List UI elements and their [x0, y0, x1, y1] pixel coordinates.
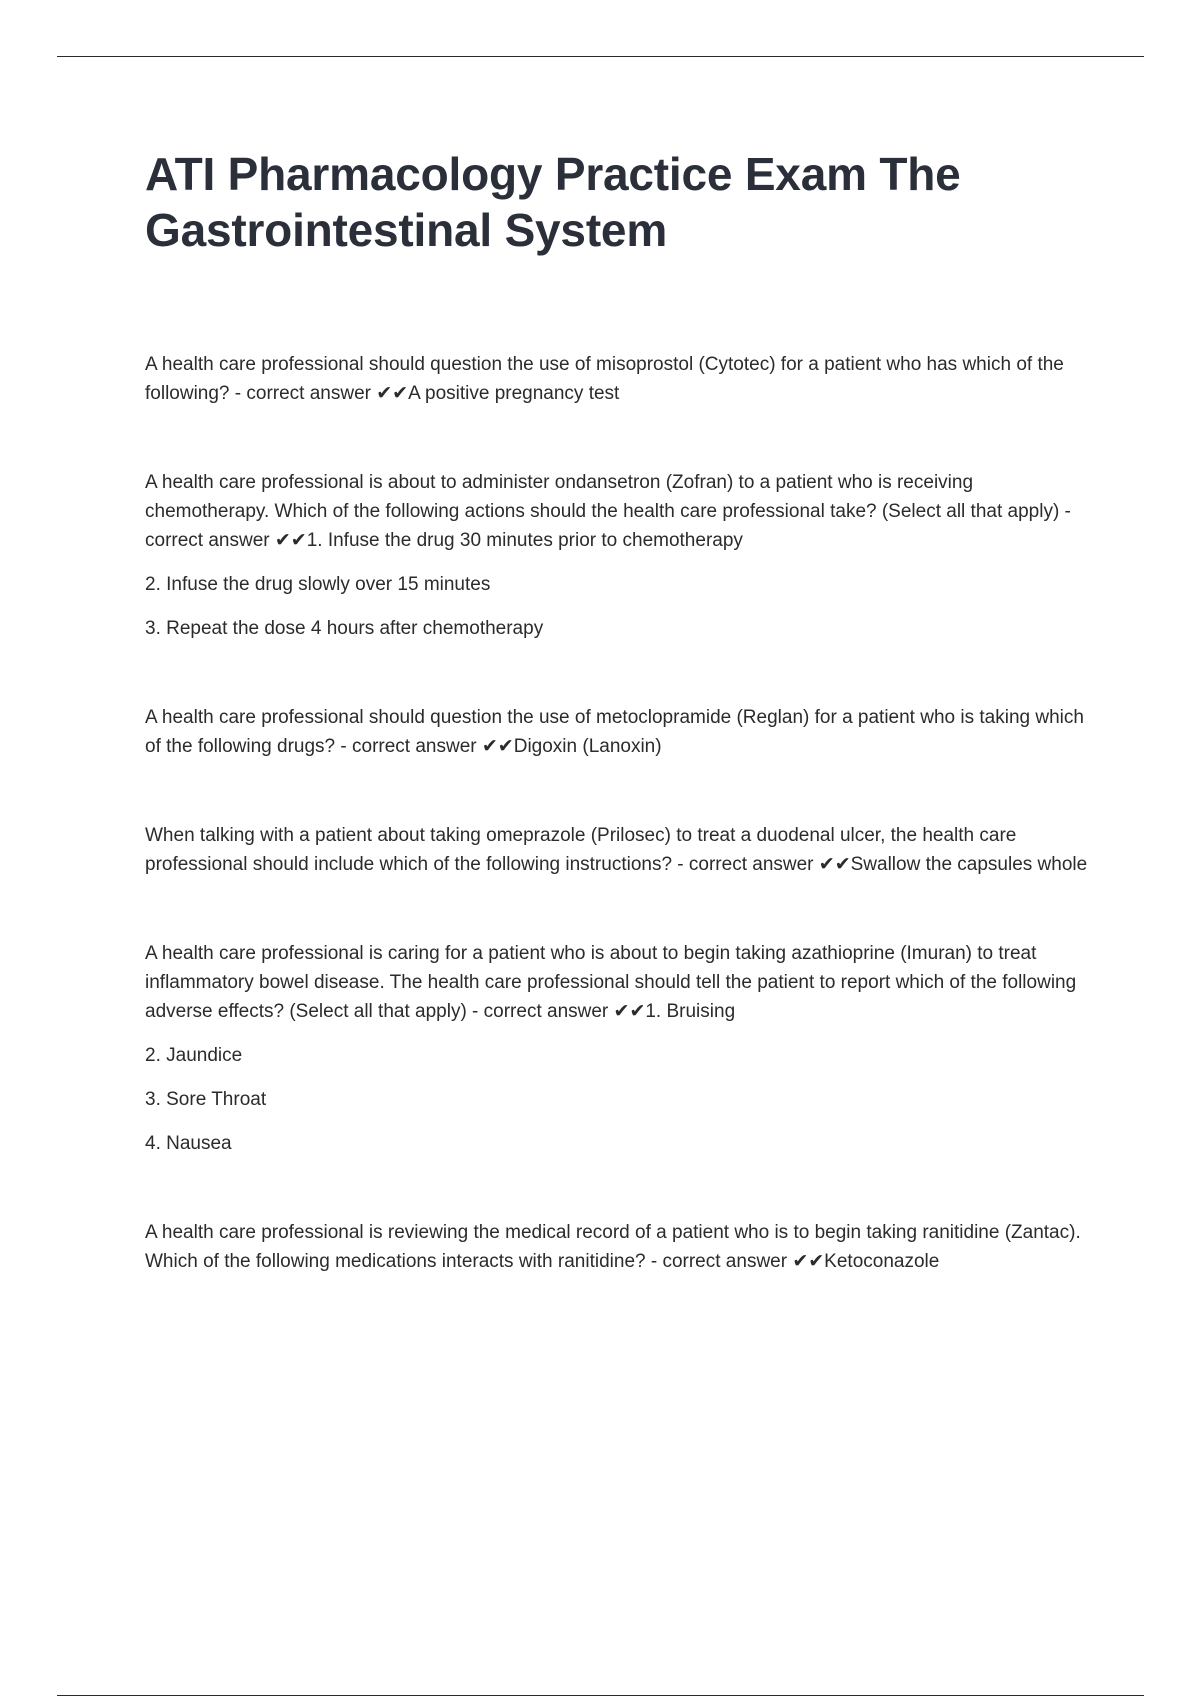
answer-item: 3. Sore Throat [145, 1089, 267, 1110]
answer-item: 3. Repeat the dose 4 hours after chemotherapy [145, 618, 544, 639]
question-text: A health care professional is caring for a patient who is about to begin taking azathioprine (Imuran) to treat inflammatory bowel disease. The health care professional should tell the patient to report which of the following adverse effects? (Select all that apply) - correct answer ✔✔1. Bruising [145, 943, 1077, 1022]
question-block-5 [145, 939, 1090, 1158]
document-title: ATI Pharmacology Practice Exam The Gastrointestinal System [145, 148, 961, 256]
question-block-3 [145, 703, 1090, 761]
question-block-2 [145, 468, 1090, 643]
question-text: A health care professional should question the use of metoclopramide (Reglan) for a patient who is taking which of the following drugs? - correct answer ✔✔Digoxin (Lanoxin) [145, 707, 1084, 757]
answer-item: 2. Jaundice [145, 1045, 243, 1066]
header-rule [57, 56, 1144, 57]
footer-rule [57, 1695, 1144, 1696]
question-list [145, 350, 1090, 1276]
question-text: A health care professional is reviewing the medical record of a patient who is to begin taking ranitidine (Zantac). Which of the following medications interacts with ranitidine? - correct answer ✔✔Ketoconazole [145, 1222, 1081, 1272]
answer-item: 4. Nausea [145, 1133, 232, 1154]
answer-item: 2. Infuse the drug slowly over 15 minutes [145, 574, 491, 595]
question-text: A health care professional is about to administer ondansetron (Zofran) to a patient who is receiving chemotherapy. Which of the following actions should the health care professional take? (Select all that apply) - correct answer ✔✔1. Infuse the drug 30 minutes prior to chemotherapy [145, 472, 1071, 551]
question-block-4 [145, 821, 1090, 879]
question-text: A health care professional should question the use of misoprostol (Cytotec) for a patient who has which of the following? - correct answer ✔✔A positive pregnancy test [145, 354, 1064, 404]
document-page [145, 146, 1090, 1336]
question-text: When talking with a patient about taking omeprazole (Prilosec) to treat a duodenal ulcer, the health care professional should include which of the following instructions? - correct answer ✔✔Swallow the capsules whole [145, 825, 1088, 875]
question-block-6 [145, 1218, 1090, 1276]
question-block-1 [145, 350, 1090, 408]
